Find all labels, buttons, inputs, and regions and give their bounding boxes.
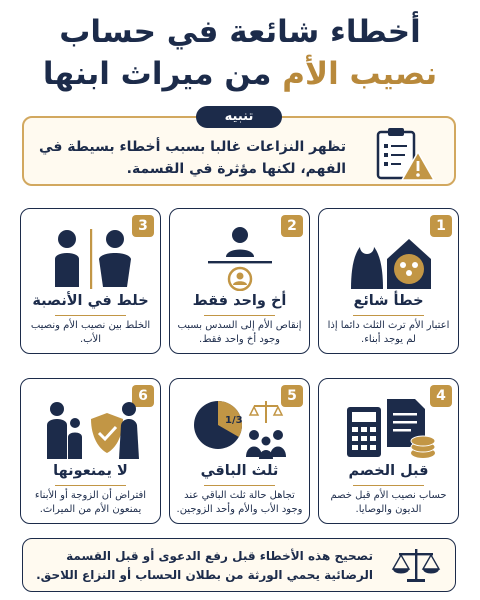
card-divider (353, 315, 424, 316)
card-divider (55, 485, 126, 486)
parents-icon (39, 225, 143, 291)
card-number: 6 (132, 385, 154, 407)
card-number: 2 (281, 215, 303, 237)
card-description: حساب نصيب الأم قبل خصم الديون والوصايا. (330, 490, 447, 515)
mother-family-house-icon (337, 225, 441, 291)
card-divider (204, 485, 275, 486)
mistake-card-6 (20, 378, 161, 524)
card-title: ثلث الباقي (200, 463, 279, 479)
card-number: 3 (132, 215, 154, 237)
title-rest: من ميراث ابنها (42, 56, 272, 92)
alert-label: تنبيه (196, 106, 282, 128)
card-description: افتراض أن الزوجة أو الأبناء يمنعون الأم من الميراث. (34, 490, 147, 515)
card-description: اعتبار الأم ترث الثلث دائما إذا لم يوجد أبناء. (327, 320, 450, 345)
alert-box (22, 109, 456, 186)
card-description: تجاهل حالة ثلث الباقي عند وجود الأب والأم وأحد الزوجين. (176, 490, 303, 515)
card-title: لا يمنعونها (53, 463, 128, 479)
card-description: إنقاص الأم إلى السدس بسبب وجود أخ واحد فقط. (177, 320, 302, 345)
pie-fraction-label: 1/3 (225, 415, 243, 426)
mistake-card-3 (20, 208, 161, 354)
card-divider (353, 485, 424, 486)
clipboard-warning-icon (374, 126, 436, 184)
card-number: 5 (281, 385, 303, 407)
alert-text: تظهر النزاعات غالبا بسبب أخطاء بسيطة في الفهم، لكنها مؤثرة في القسمة. (39, 139, 346, 177)
card-title: خطأ شائع (353, 293, 424, 309)
card-title: أخ واحد فقط (192, 293, 287, 309)
scales-of-justice-icon (389, 545, 443, 585)
brother-mother-fraction-icon (188, 225, 292, 291)
mistake-card-4 (318, 378, 459, 524)
pie-scale-family-icon (188, 395, 292, 461)
title-highlight: نصيب الأم (282, 56, 438, 92)
calculator-document-coins-icon (337, 395, 441, 461)
card-number: 4 (430, 385, 452, 407)
family-shield-icon (39, 395, 143, 461)
mistake-card-1 (318, 208, 459, 354)
card-divider (204, 315, 275, 316)
card-number: 1 (430, 215, 452, 237)
page-title-line-2 (0, 56, 480, 92)
card-title: قبل الخصم (348, 463, 429, 479)
card-divider (55, 315, 126, 316)
footer-note (22, 538, 456, 592)
page-title-line-1: أخطاء شائعة في حساب (59, 14, 421, 50)
card-description: الخلط بين نصيب الأم ونصيب الأب. (30, 320, 151, 345)
mistake-card-2 (169, 208, 310, 354)
footer-text: تصحيح هذه الأخطاء قبل رفع الدعوى أو قبل القسمة الرضائية يحمي الورثة من بطلان الحساب أو النزاع اللاحق. (36, 549, 373, 582)
mistake-card-5 (169, 378, 310, 524)
card-title: خلط في الأنصبة (32, 293, 149, 309)
